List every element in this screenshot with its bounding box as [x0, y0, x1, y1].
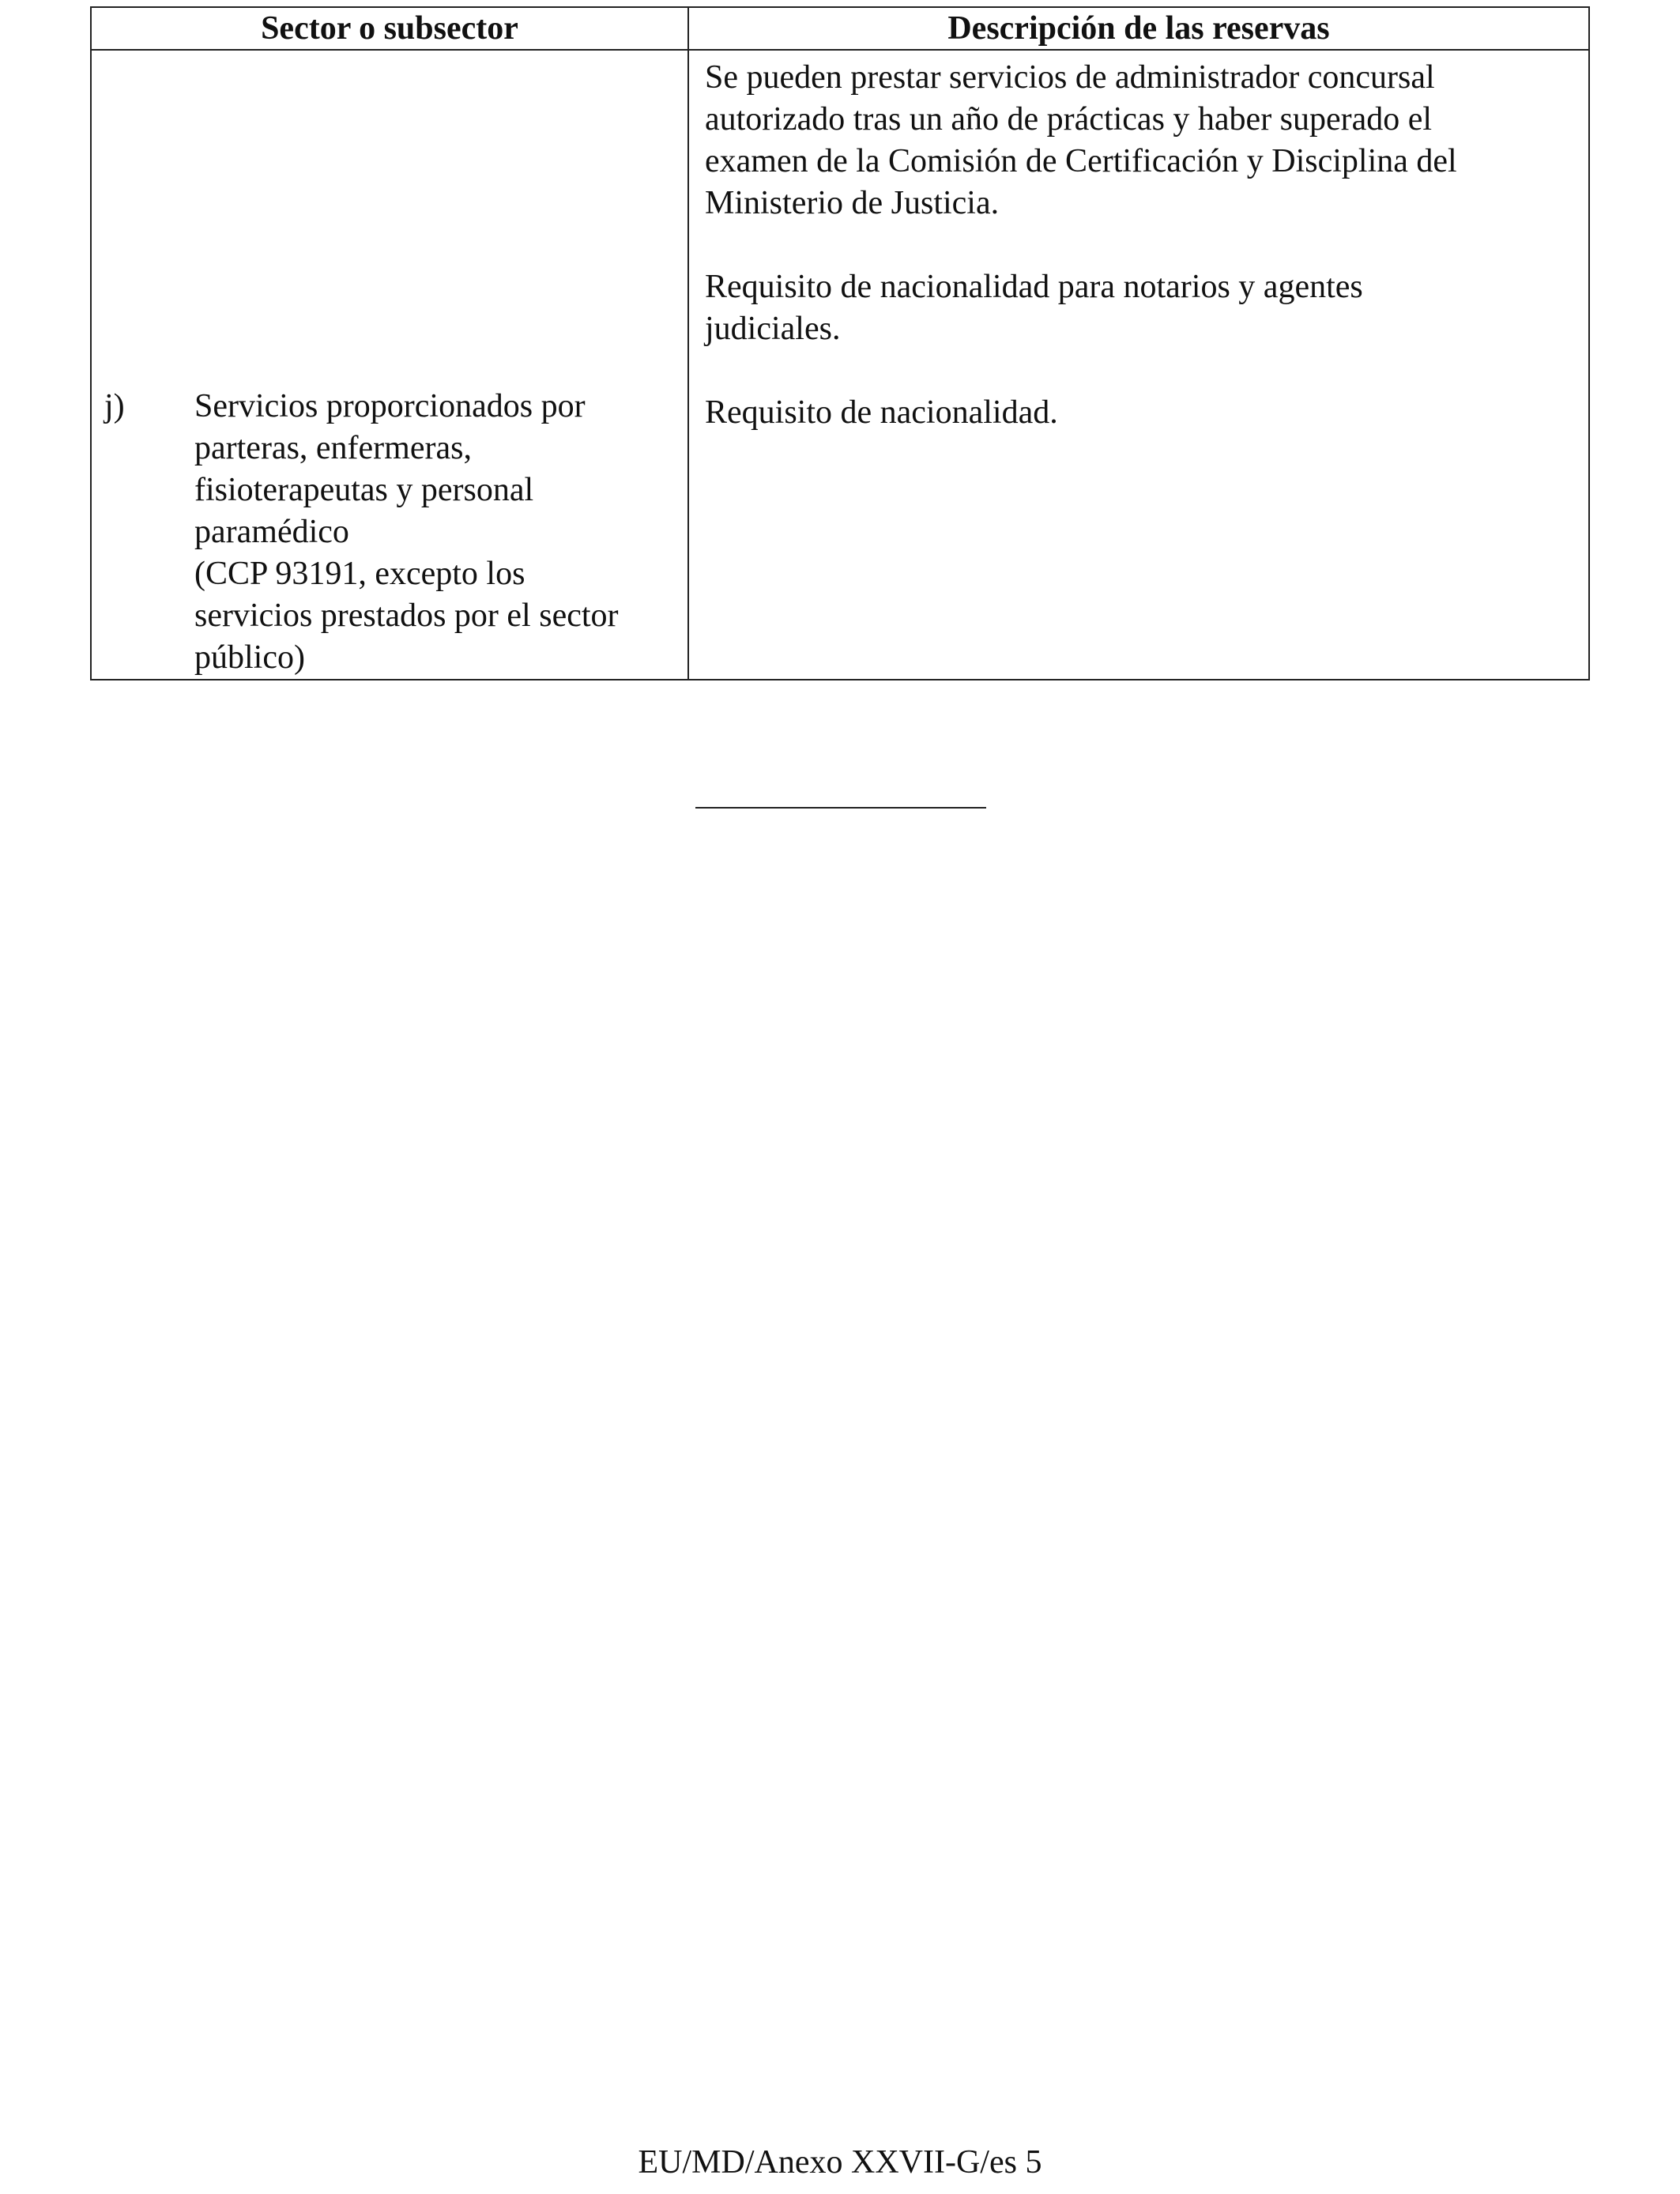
item-text-line: parteras, enfermeras, — [194, 430, 472, 466]
item-text — [194, 386, 672, 679]
table-header-row — [91, 7, 1589, 50]
description-line: Requisito de nacionalidad. — [705, 394, 1058, 431]
description-cell — [688, 50, 1589, 680]
item-text-line: (CCP 93191, excepto los — [194, 556, 525, 592]
table-row — [91, 50, 1589, 680]
sector-item — [92, 51, 687, 679]
page-footer-reference: EU/MD/Anexo XXVII-G/es 5 — [638, 2144, 1042, 2181]
description-paragraph — [705, 57, 1573, 224]
reservations-table — [90, 6, 1590, 680]
description-line: Requisito de nacionalidad para notarios y agentes — [705, 269, 1363, 305]
description-paragraph — [705, 392, 1573, 434]
end-of-annex-rule — [695, 807, 986, 809]
description-line: Se pueden prestar servicios de administrador concursal — [705, 59, 1435, 96]
header-description: Descripción de las reservas — [688, 7, 1589, 50]
sector-cell — [91, 50, 688, 680]
description-line: examen de la Comisión de Certificación y Disciplina del — [705, 143, 1457, 179]
description-line: Ministerio de Justicia. — [705, 185, 1000, 221]
item-text-line: paramédico — [194, 514, 349, 550]
item-letter: j) — [104, 388, 125, 424]
item-text-line: fisioterapeutas y personal — [194, 472, 534, 508]
header-sector: Sector o subsector — [91, 7, 688, 50]
item-text-line: Servicios proporcionados por — [194, 388, 586, 424]
description-line: autorizado tras un año de prácticas y haber superado el — [705, 101, 1433, 138]
item-text-line: servicios prestados por el sector — [194, 598, 619, 634]
item-text-line: público) — [194, 639, 305, 676]
description-paragraph — [705, 266, 1573, 350]
description-line: judiciales. — [705, 311, 841, 347]
